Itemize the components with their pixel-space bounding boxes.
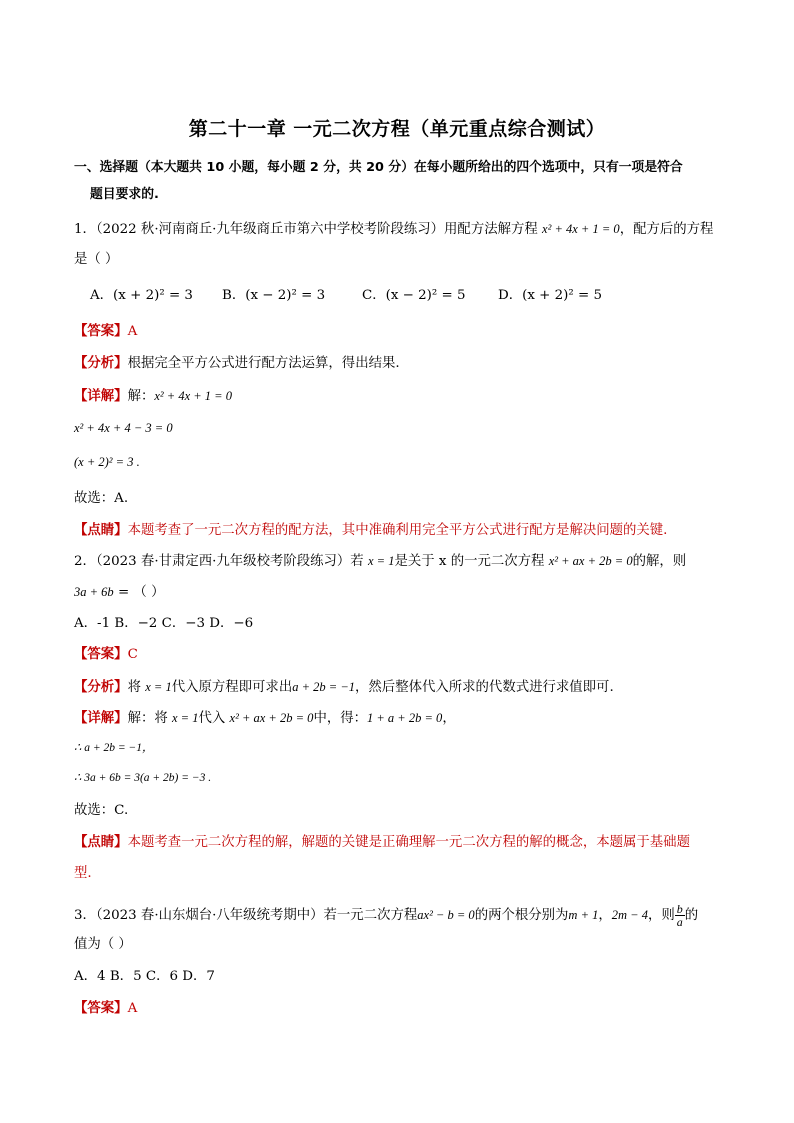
q2-detail-math2: x² + ax + 2b = 0 <box>229 711 314 725</box>
q1-stem-text: 1．（2022 秋·河南商丘·九年级商丘市第六中学校考阶段练习）用配方法解方程 <box>74 222 543 237</box>
q1-choose: 故选：A. <box>74 491 129 506</box>
q3-stem-mid2: ，则 <box>648 908 675 923</box>
q3-answer-tag: 【答案】 <box>74 1001 128 1016</box>
q2-stem-mid: 是关于 x 的一元二次方程 <box>394 554 549 569</box>
q2-analysis-mid: 代入原方程即可求出 <box>171 680 293 695</box>
q1-option-b: B．(x − 2)² = 3 <box>222 288 326 303</box>
q2-comment-tag: 【点睛】 <box>74 835 128 850</box>
q2-analysis-math2: a + 2b = −1 <box>292 680 356 694</box>
q1-stem-line1 <box>74 219 713 240</box>
q3-answer <box>74 999 137 1019</box>
q2-comment-cont: 型. <box>74 866 92 881</box>
q2-detail-line2: ∴ a + 2b = −1， <box>74 742 154 754</box>
q2-choose: 故选：C. <box>74 803 129 818</box>
q2-answer <box>74 645 138 665</box>
q1-analysis-text: 根据完全平方公式进行配方法运算，得出结果. <box>127 356 400 371</box>
section-heading-line2: 题目要求的. <box>90 187 159 202</box>
q1-detail-tag: 【详解】 <box>74 389 128 404</box>
q3-fraction-numerator: b <box>676 902 683 916</box>
q1-comment <box>74 521 667 541</box>
q3-stem-math1: ax² − b = 0 <box>417 908 475 922</box>
q2-answer-tag: 【答案】 <box>74 647 128 662</box>
q2-stem-line2-tail: = （ ） <box>113 585 165 600</box>
q2-detail-line3: ∴ 3a + 6b = 3(a + 2b) = −3 . <box>74 772 212 784</box>
q2-detail-tail: ， <box>442 711 456 726</box>
q1-detail-eq1: x² + 4x + 1 = 0 <box>154 389 232 403</box>
q2-stem-text: 2．（2023 春·甘肃定西·九年级校考阶段练习）若 <box>74 554 368 569</box>
q3-answer-value: A <box>127 1001 138 1016</box>
q1-detail <box>74 386 232 407</box>
q1-detail-prefix: 解： <box>127 389 155 404</box>
q3-stem-mid: 的两个根分别为 <box>474 908 569 923</box>
q3-stem-line1 <box>74 901 698 930</box>
q2-answer-value: C <box>127 647 138 662</box>
q2-stem-line2 <box>74 582 164 603</box>
q1-option-d: D．(x + 2)² = 5 <box>498 288 602 303</box>
q1-options <box>90 286 602 306</box>
q1-stem-tail: ，配方后的方程 <box>619 222 714 237</box>
q2-detail-math3: 1 + a + 2b = 0 <box>367 711 443 725</box>
page-title: 第二十一章 一元二次方程（单元重点综合测试） <box>188 118 606 140</box>
q2-detail-tag: 【详解】 <box>74 711 128 726</box>
q1-option-a: A．(x + 2)² = 3 <box>90 288 193 303</box>
q2-comment-text: 本题考查一元二次方程的解，解题的关键是正确理解一元二次方程的解的概念，本题属于基础题 <box>127 835 690 850</box>
q3-options: A．4 B．5 C．6 D．7 <box>74 969 215 984</box>
q3-fraction-denominator: a <box>676 915 683 929</box>
q2-stem-expr: 3a + 6b <box>74 585 114 599</box>
q1-analysis <box>74 354 400 374</box>
q1-analysis-tag: 【分析】 <box>74 356 128 371</box>
q3-fraction <box>675 903 685 928</box>
q2-analysis-tail: ，然后整体代入所求的代数式进行求值即可. <box>355 680 614 695</box>
q2-detail <box>74 708 456 729</box>
q2-options: A．-1 B．−2 C．−3 D．−6 <box>74 616 254 631</box>
q2-comment <box>74 833 690 853</box>
q3-stem-math3: 2m − 4 <box>611 908 648 922</box>
q1-comment-text: 本题考查了一元二次方程的配方法，其中准确利用完全平方公式进行配方是解决问题的关键. <box>127 523 668 538</box>
q3-stem-math2: m + 1 <box>568 908 599 922</box>
q2-analysis-tag: 【分析】 <box>74 680 128 695</box>
q2-analysis-pre: 将 <box>127 680 146 695</box>
q3-stem-line2: 值为（ ） <box>74 937 132 952</box>
q2-analysis <box>74 677 614 698</box>
q2-stem-math2: x² + ax + 2b = 0 <box>548 554 633 568</box>
q1-option-c: C．(x − 2)² = 5 <box>362 288 466 303</box>
q1-answer <box>74 322 137 342</box>
q2-detail-mid: 代入 <box>198 711 230 726</box>
q3-stem-text: 3．（2023 春·山东烟台·八年级统考期中）若一元二次方程 <box>74 908 418 923</box>
q1-answer-value: A <box>127 324 138 339</box>
q2-stem-math1: x = 1 <box>367 554 395 568</box>
q2-detail-pre: 解：将 <box>127 711 172 726</box>
q1-comment-tag: 【点睛】 <box>74 523 128 538</box>
q1-answer-tag: 【答案】 <box>74 324 128 339</box>
q1-detail-eq3: (x + 2)² = 3 . <box>74 455 140 469</box>
q1-equation: x² + 4x + 1 = 0 <box>542 222 620 236</box>
q1-stem-line2: 是（ ） <box>74 252 119 267</box>
q2-stem-tail: 的解，则 <box>632 554 687 569</box>
q2-detail-math1: x = 1 <box>172 711 199 725</box>
q2-stem-line1 <box>74 551 686 572</box>
section-heading-line1: 一、选择题（本大题共 10 小题，每小题 2 分，共 20 分）在每小题所给出的四个选项中，只有一项是符合 <box>74 160 683 175</box>
q2-detail-mid2: 中，得： <box>313 711 367 726</box>
q1-detail-eq2: x² + 4x + 4 − 3 = 0 <box>74 421 173 435</box>
q3-stem-sep: ， <box>598 908 612 923</box>
q2-analysis-math1: x = 1 <box>145 680 172 694</box>
q3-stem-tail: 的 <box>684 908 699 923</box>
